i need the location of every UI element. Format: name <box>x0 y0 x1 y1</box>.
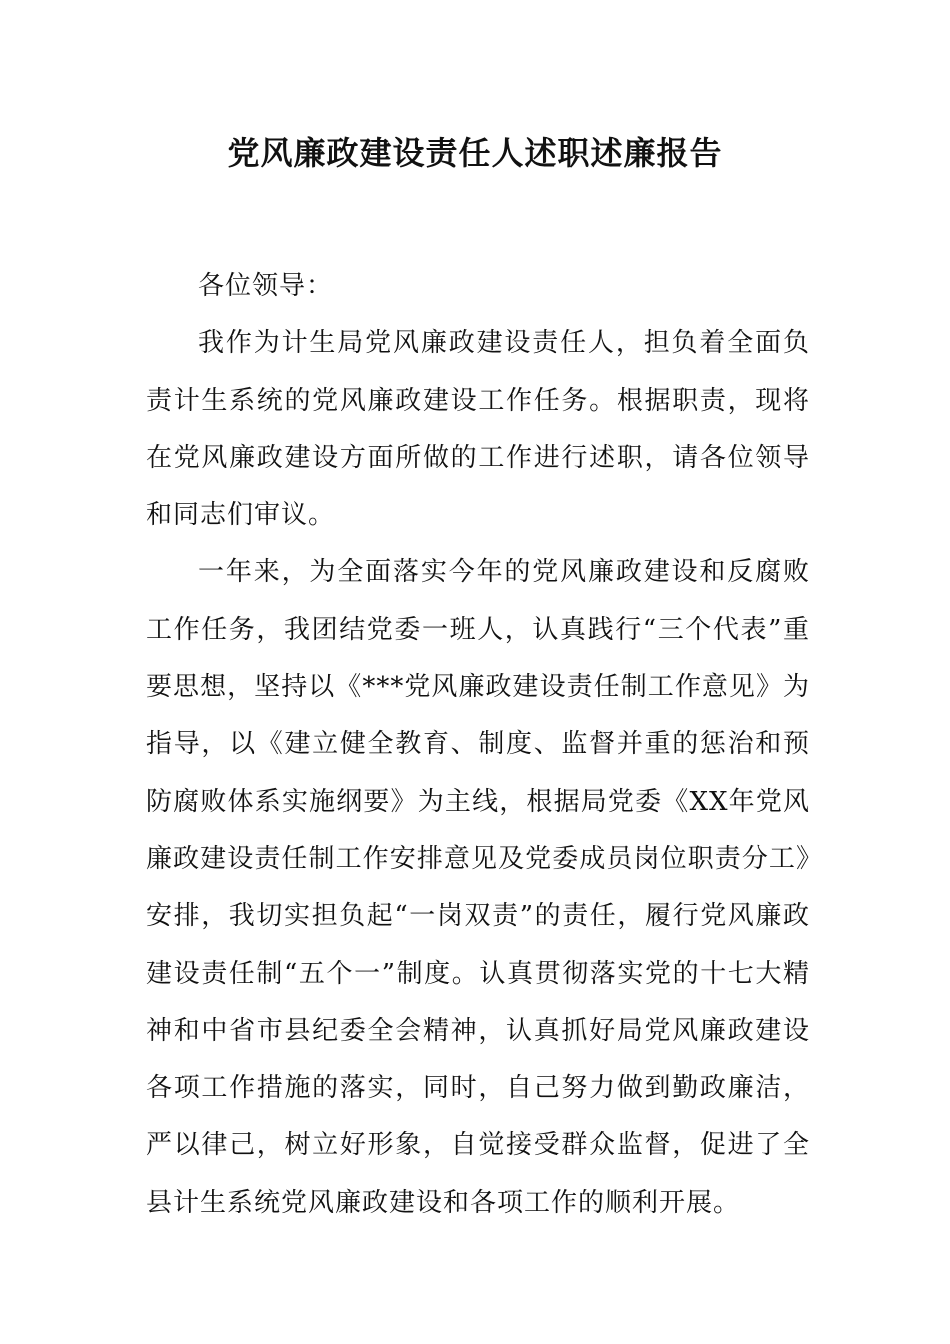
paragraph-2: 一年来，为全面落实今年的党风廉政建设和反腐败工作任务，我团结党委一班人，认真践行“三个代表”重要思想，坚持以《***党风廉政建设责任制工作意见》为指导，以《建立健全教育、制度、监督并重的惩治和预防腐败体系实施纲要》为主线，根据局党委《XX年党风廉政建设责任制工作安排意见及党委成员岗位职责分工》安排，我切实担负起“一岗双责”的责任，履行党风廉政建设责任制“五个一”制度。认真贯彻落实党的十七大精神和中省市县纪委全会精神，认真抓好局党风廉政建设各项工作措施的落实，同时，自己努力做到勤政廉洁，严以律己，树立好形象，自觉接受群众监督，促进了全县计生系统党风廉政建设和各项工作的顺利开展。 <box>146 557 810 1218</box>
document-title: 党风廉政建设责任人述职述廉报告 <box>227 134 723 172</box>
salutation: 各位领导： <box>198 271 334 301</box>
document-body <box>146 258 810 1232</box>
paragraph-1: 我作为计生局党风廉政建设责任人，担负着全面负责计生系统的党风廉政建设工作任务。根据职责，现将在党风廉政建设方面所做的工作进行述职，请各位领导和同志们审议。 <box>146 328 810 531</box>
